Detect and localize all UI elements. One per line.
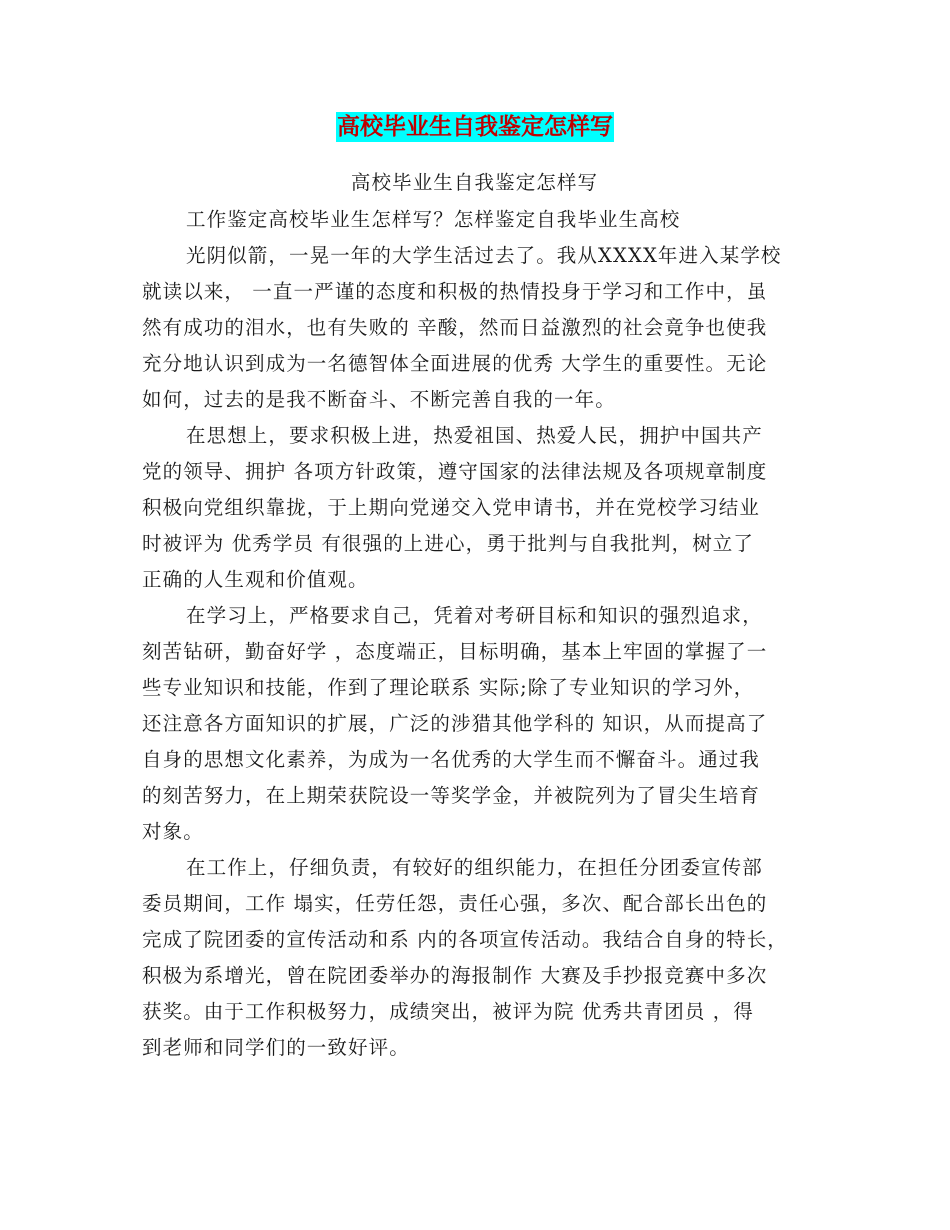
text-line: 的刻苦努力，在上期荣获院设一等奖学金，并被院列为了冒尖生培育: [142, 784, 761, 807]
text-line: 对象。: [142, 820, 204, 843]
document-body: [142, 168, 807, 1066]
text-line: 时被评为 优秀学员 有很强的上进心，勇于批判与自我批判，树立了: [142, 532, 754, 555]
text-line: 工作鉴定高校毕业生怎样写？怎样鉴定自我毕业生高校: [186, 208, 681, 231]
paragraph-lines: [142, 202, 807, 1066]
document-title: 高校毕业生自我鉴定怎样写: [337, 114, 613, 140]
text-line: 在学习上，严格要求自己，凭着对考研目标和知识的强烈追求，: [186, 604, 763, 627]
text-line: 光阴似箭，一晃一年的大学生活过去了。我从XXXX年进入某学校: [186, 244, 782, 267]
text-line: 些专业知识和技能，作到了理论联系 实际;除了专业知识的学习外，: [142, 676, 755, 699]
document-subtitle: 高校毕业生自我鉴定怎样写: [350, 171, 599, 194]
text-line: 然有成功的泪水，也有失败的 辛酸，然而日益激烈的社会竟争也使我: [142, 316, 768, 339]
text-line: 刻苦钻研，勤奋好学 ，态度端正，目标明确，基本上牢固的掌握了一: [142, 640, 768, 663]
text-line: 党的领导、拥护 各项方针政策，遵守国家的法律法规及各项规章制度: [142, 460, 768, 483]
text-line: 正确的人生观和价值观。: [142, 568, 369, 591]
title-wrapper: [0, 112, 950, 142]
text-line: 充分地认识到成为一名德智体全面进展的优秀 大学生的重要性。无论: [142, 352, 768, 375]
text-line: 就读以来， 一直一严谨的态度和积极的热情投身于学习和工作中，虽: [142, 280, 768, 303]
text-line: 在思想上，要求积极上进，热爱祖国、热爱人民，拥护中国共产: [186, 424, 763, 447]
text-line: 还注意各方面知识的扩展，广泛的涉猎其他学科的 知识，从而提高了: [142, 712, 768, 735]
text-line: 获奖。由于工作积极努力，成绩突出，被评为院 优秀共青团员 ，得: [142, 1000, 754, 1023]
text-line: 自身的思想文化素养，为成为一名优秀的大学生而不懈奋斗。通过我: [142, 748, 761, 771]
text-line: 积极为系增光，曾在院团委举办的海报制作 大赛及手抄报竞赛中多次: [142, 964, 768, 987]
text-line: 在工作上，仔细负责，有较好的组织能力，在担任分团委宣传部: [186, 856, 763, 879]
text-line: 到老师和同学们的一致好评。: [142, 1036, 410, 1059]
text-line: 委员期间，工作 塌实，任劳任怨，责任心强，多次、配合部长出色的: [142, 892, 768, 915]
text-line: 积极向党组织靠拢，于上期向党递交入党申请书，并在党校学习结业: [142, 496, 761, 519]
text-line: 完成了院团委的宣传活动和系 内的各项宣传活动。我结合自身的特长，: [142, 928, 788, 951]
text-line: 如何，过去的是我不断奋斗、不断完善自我的一年。: [142, 388, 616, 411]
